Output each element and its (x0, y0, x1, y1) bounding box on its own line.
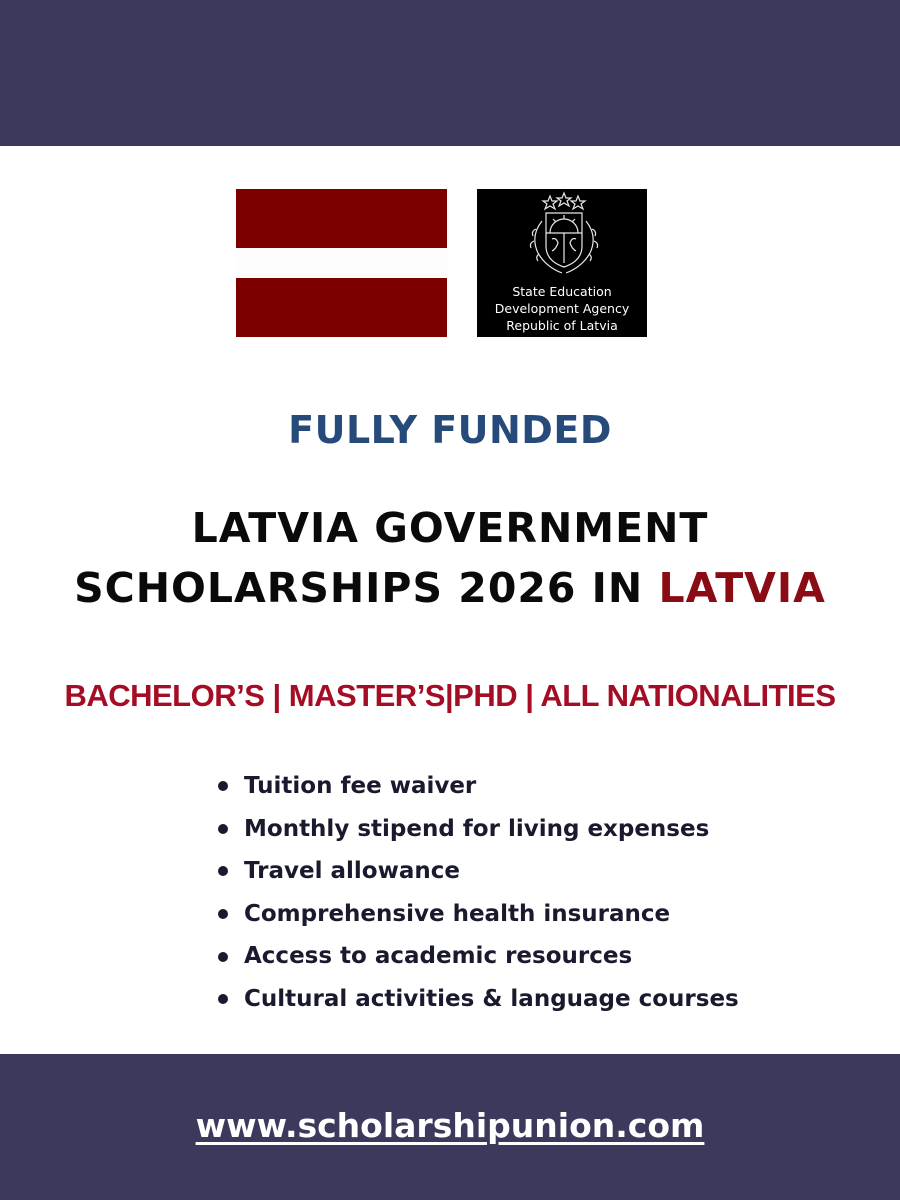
degree-levels: BACHELOR’S | MASTER’S|PHD | ALL NATIONALITIES (64, 678, 836, 713)
latvia-flag-icon (236, 189, 447, 337)
flag-stripe-middle (236, 248, 447, 278)
benefit-text: Access to academic resources (244, 943, 633, 970)
fully-funded-tag: FULLY FUNDED (288, 408, 612, 452)
benefits-list (218, 765, 739, 1021)
list-item (218, 765, 739, 808)
list-item (218, 935, 739, 978)
benefit-text: Tuition fee waiver (244, 773, 477, 799)
agency-line-3: Republic of Latvia (506, 318, 618, 333)
agency-logo (477, 189, 647, 337)
title-line-1: LATVIA GOVERNMENT (191, 504, 709, 552)
bullet-icon (218, 909, 228, 919)
list-item (218, 808, 739, 851)
agency-line-1: State Education (512, 284, 612, 299)
coat-of-arms-icon (512, 191, 612, 279)
top-banner-band (0, 0, 900, 146)
bullet-icon (218, 824, 228, 834)
list-item (218, 850, 739, 893)
list-item (218, 978, 739, 1021)
benefit-text: Comprehensive health insurance (244, 900, 671, 927)
benefit-text: Monthly stipend for living expenses (244, 815, 710, 842)
bullet-icon (218, 952, 228, 962)
title-accent-country: LATVIA (658, 564, 826, 612)
flag-stripe-bottom (236, 278, 447, 337)
bullet-icon (218, 866, 228, 876)
title-line-2-prefix: SCHOLARSHIPS 2026 IN (74, 564, 659, 612)
bullet-icon (218, 781, 228, 791)
flag-stripe-top (236, 189, 447, 248)
benefit-text: Travel allowance (244, 858, 460, 885)
bullet-icon (218, 994, 228, 1004)
page-title (0, 498, 900, 618)
website-link[interactable]: www.scholarshipunion.com (195, 1106, 705, 1145)
agency-line-2: Development Agency (494, 301, 630, 316)
agency-name (477, 283, 647, 334)
list-item (218, 893, 739, 936)
benefit-text: Cultural activities & language courses (244, 985, 739, 1012)
title-line-2 (0, 558, 900, 618)
